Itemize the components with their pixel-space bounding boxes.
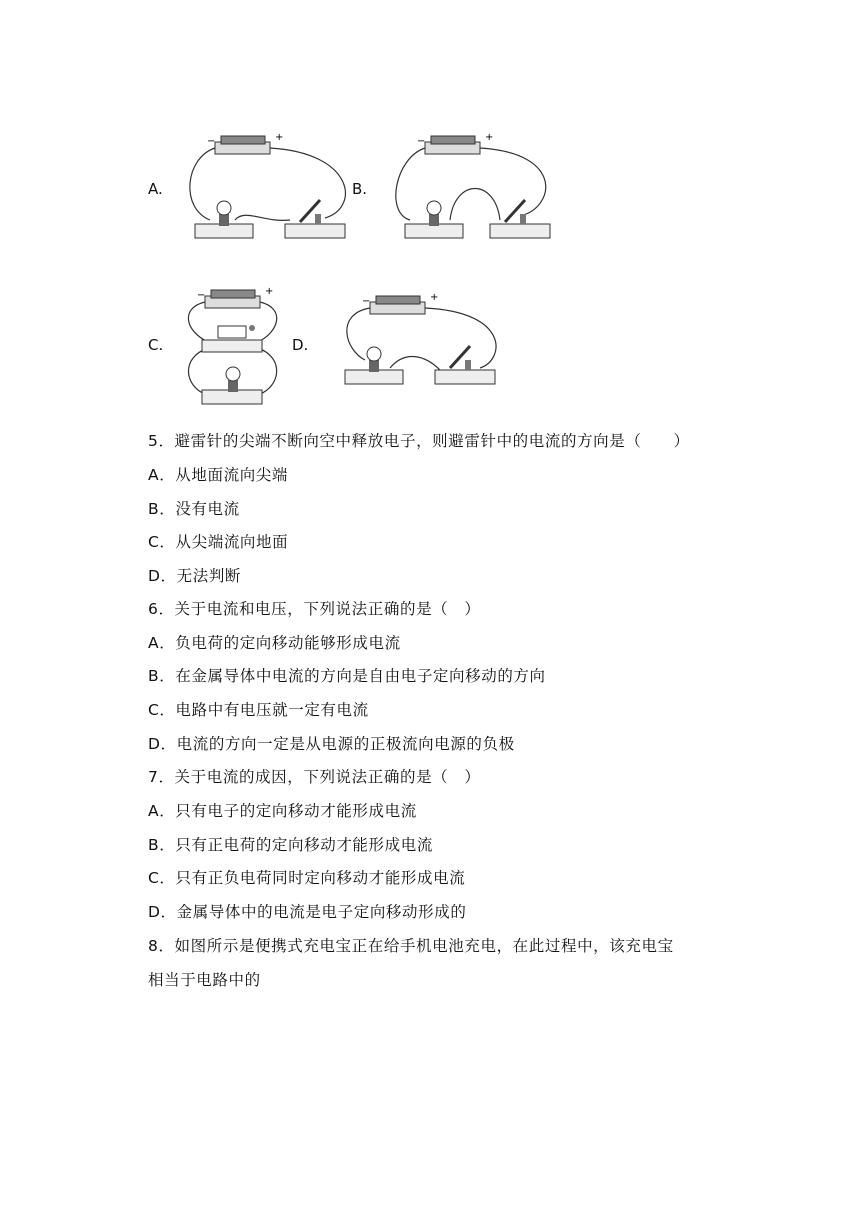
battery-icon <box>197 286 273 308</box>
question-8-stem-continued: 相当于电路中的 <box>148 971 261 989</box>
question-6-option-d: D．电流的方向一定是从电源的正极流向电源的负极 <box>148 735 515 753</box>
svg-text:+: + <box>430 292 439 303</box>
question-5-stem: 5．避雷针的尖端不断向空中释放电子，则避雷针中的电流的方向是（ ） <box>148 432 690 450</box>
question-7-stem: 7．关于电流的成因，下列说法正确的是（ ） <box>148 768 481 786</box>
question-6-option-a: A．负电荷的定向移动能够形成电流 <box>148 634 401 652</box>
question-6-stem: 6．关于电流和电压，下列说法正确的是（ ） <box>148 600 481 618</box>
option-d-label: D. <box>292 336 309 354</box>
svg-text:−: − <box>362 296 371 307</box>
question-8-stem: 8．如图所示是便携式充电宝正在给手机电池充电，在此过程中，该充电宝 <box>148 937 674 955</box>
battery-icon <box>207 132 283 154</box>
circuit-figure-b <box>395 128 560 246</box>
question-7-option-b: B．只有正电荷的定向移动才能形成电流 <box>148 836 433 854</box>
svg-text:+: + <box>275 132 284 143</box>
question-5-option-d: D．无法判断 <box>148 567 242 585</box>
svg-text:+: + <box>265 286 274 297</box>
option-b-label: B. <box>352 180 368 198</box>
question-6-option-b: B．在金属导体中电流的方向是自由电子定向移动的方向 <box>148 667 546 685</box>
question-5-option-c: C．从尖端流向地面 <box>148 533 289 551</box>
switch-icon <box>202 325 262 352</box>
option-a-label: A. <box>148 180 163 198</box>
bulb-icon <box>405 201 463 238</box>
svg-text:−: − <box>207 136 216 147</box>
svg-text:−: − <box>197 290 206 301</box>
battery-icon <box>417 132 493 154</box>
question-6-option-c: C．电路中有电压就一定有电流 <box>148 701 369 719</box>
bulb-icon <box>195 201 253 238</box>
question-7-option-d: D．金属导体中的电流是电子定向移动形成的 <box>148 903 467 921</box>
question-5-option-a: A．从地面流向尖端 <box>148 466 289 484</box>
bulb-icon <box>345 347 403 384</box>
circuit-figure-d <box>335 290 500 390</box>
battery-icon <box>362 292 438 314</box>
question-7-option-c: C．只有正负电荷同时定向移动才能形成电流 <box>148 869 466 887</box>
switch-icon <box>285 200 345 238</box>
question-7-option-a: A．只有电子的定向移动才能形成电流 <box>148 802 417 820</box>
svg-text:−: − <box>417 136 426 147</box>
svg-text:+: + <box>485 132 494 143</box>
circuit-figure-a <box>185 128 350 246</box>
question-5-option-b: B．没有电流 <box>148 500 240 518</box>
bulb-icon <box>202 367 262 404</box>
option-c-label: C. <box>148 336 164 354</box>
switch-icon <box>490 200 550 238</box>
circuit-figure-c <box>180 286 285 408</box>
